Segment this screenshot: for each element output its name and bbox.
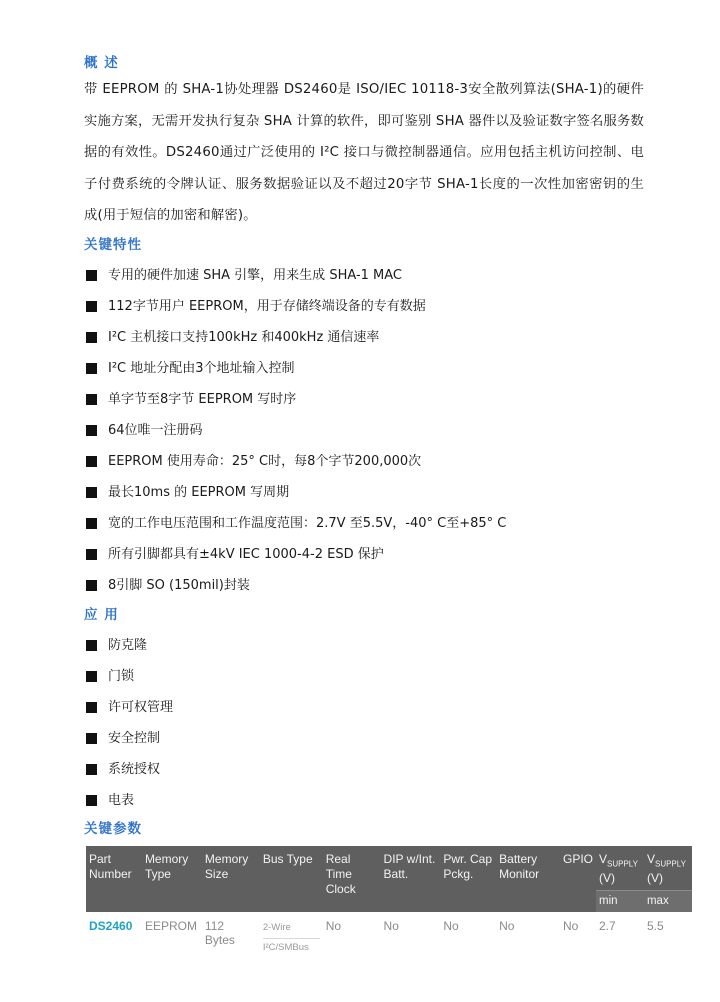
cell-pwr-cap: No	[443, 919, 459, 934]
col-gpio: GPIO	[560, 846, 596, 912]
bullet-square-icon	[86, 363, 97, 374]
list-item: 门锁	[84, 661, 644, 692]
list-item: 112字节用户 EEPROM，用于存储终端设备的专有数据	[84, 291, 644, 322]
col-bus-type: Bus Type	[260, 846, 323, 912]
cell-memory-size: 112 Bytes	[204, 919, 235, 948]
features-list	[84, 260, 644, 602]
list-item: 许可权管理	[84, 692, 644, 723]
bullet-square-icon	[86, 671, 97, 682]
bullet-square-icon	[86, 518, 97, 529]
overview-paragraph: 带 EEPROM 的 SHA-1协处理器 DS2460是 ISO/IEC 10118-3安全散列算法(SHA-1)的硬件实施方案，无需开发执行复杂 SHA 计算的软件，即可鉴别 SHA 器件以及验证数字签名服务数据的有效性。DS2460通过广泛使用的 I²C 接口与微控制器通信。应用包括主机访问控制、电子付费系统的令牌认证、服务数据验证以及不超过20字节 SHA-1长度的一次性加密密钥的生成(用于短信的加密和解密)。	[84, 82, 644, 223]
cell-battery-monitor: No	[499, 919, 515, 934]
col-real-time-clock: Real Time Clock	[323, 846, 381, 912]
bullet-square-icon	[86, 640, 97, 651]
bus-type-2: I²C/SMBus	[262, 942, 309, 954]
col-max-label: max	[644, 891, 692, 913]
bullet-square-icon	[86, 487, 97, 498]
bullet-square-icon	[86, 702, 97, 713]
cell-vsupply-max: 5.5	[646, 919, 664, 934]
list-item: 8引脚 SO (150mil)封装	[84, 570, 644, 601]
cell-bus-type	[260, 912, 323, 965]
col-memory-type: Memory Type	[142, 846, 202, 912]
params-table	[86, 846, 692, 965]
applications-heading: 应 用	[84, 606, 119, 623]
bullet-square-icon	[86, 394, 97, 405]
bullet-square-icon	[86, 332, 97, 343]
bullet-square-icon	[86, 764, 97, 775]
list-item: 系统授权	[84, 754, 644, 785]
col-vsupply-max: $V_{SUPPLY}$ (V)	[644, 846, 692, 891]
list-item: 64位唯一注册码	[84, 415, 644, 446]
bullet-square-icon	[86, 733, 97, 744]
cell-vsupply-min: 2.7	[599, 919, 616, 934]
list-item: 防克隆	[84, 630, 644, 661]
cell-gpio: No	[562, 919, 579, 934]
bullet-square-icon	[86, 795, 97, 806]
list-item: 宽的工作电压范围和工作温度范围：2.7V 至5.5V，-40° C至+85° C	[84, 508, 644, 539]
list-item: 安全控制	[84, 723, 644, 754]
bus-type-1: 2-Wire	[263, 919, 320, 939]
list-item: 电表	[84, 785, 644, 816]
col-vsupply-min: $V_{SUPPLY}$ (V)	[596, 846, 644, 891]
bullet-square-icon	[86, 270, 97, 281]
list-item: 所有引脚都具有±4kV IEC 1000-4-2 ESD 保护	[84, 539, 644, 570]
bullet-square-icon	[86, 425, 97, 436]
list-item: I²C 主机接口支持100kHz 和400kHz 通信速率	[84, 322, 644, 353]
cell-dip-batt: No	[383, 919, 399, 934]
cell-real-time-clock: No	[325, 919, 342, 934]
col-pwr-cap: Pwr. Cap Pckg.	[440, 846, 496, 912]
col-memory-size: Memory Size	[202, 846, 260, 912]
params-table-wrap	[86, 846, 692, 965]
list-item: EEPROM 使用寿命：25° C时，每8个字节200,000次	[84, 446, 644, 477]
applications-list	[84, 630, 644, 817]
list-item: 专用的硬件加速 SHA 引擎，用来生成 SHA-1 MAC	[84, 260, 644, 291]
list-item: 最长10ms 的 EEPROM 写周期	[84, 477, 644, 508]
col-part-number: Part Number	[86, 846, 142, 912]
bullet-square-icon	[86, 301, 97, 312]
features-heading: 关键特性	[84, 236, 142, 253]
col-battery-monitor: Battery Monitor	[496, 846, 560, 912]
bullet-square-icon	[86, 549, 97, 560]
document-page	[84, 52, 686, 965]
bullet-square-icon	[86, 580, 97, 591]
overview-heading: 概 述	[84, 55, 119, 71]
list-item: 单字节至8字节 EEPROM 写时序	[84, 384, 644, 415]
cell-part-number[interactable]: DS2460	[89, 919, 133, 934]
list-item: I²C 地址分配由3个地址输入控制	[84, 353, 644, 384]
col-dip-batt: DIP w/Int. Batt.	[381, 846, 441, 912]
cell-memory-type: EEPROM	[144, 919, 197, 934]
col-min-label: min	[596, 891, 644, 913]
params-heading: 关键参数	[84, 821, 142, 838]
bullet-square-icon	[86, 456, 97, 467]
table-row	[86, 912, 692, 965]
